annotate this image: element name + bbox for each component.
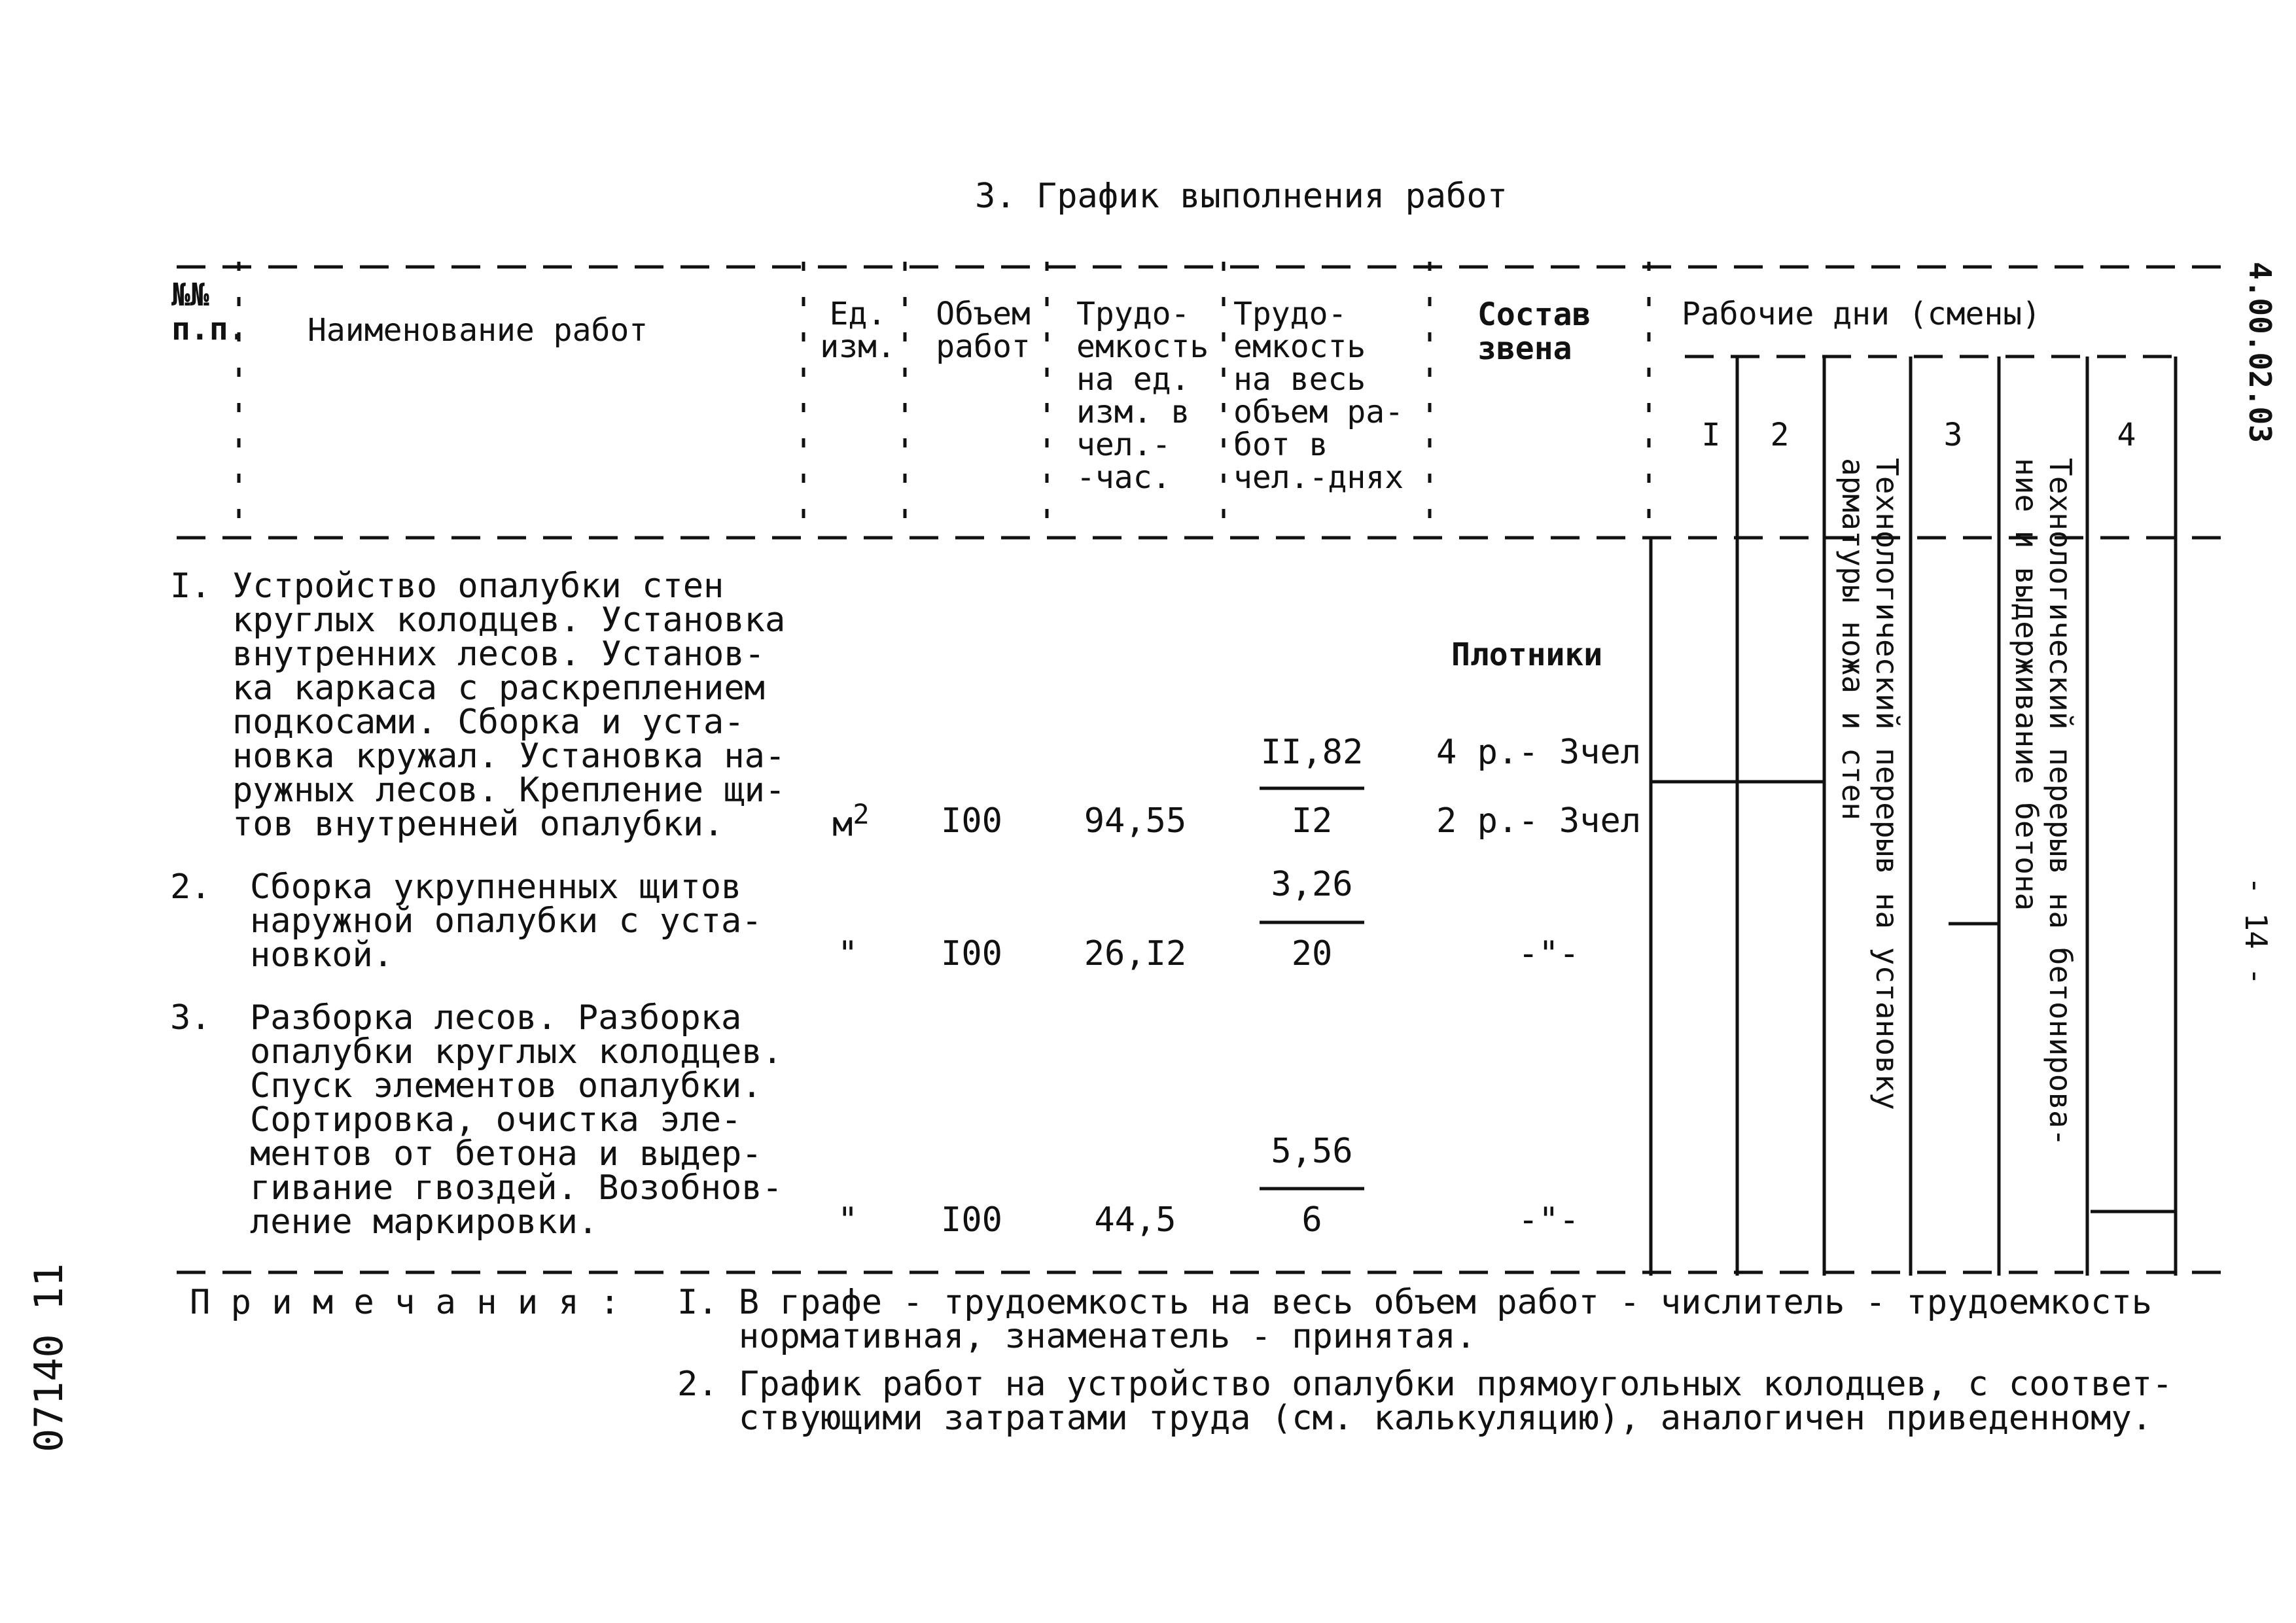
header-day-1: I (1701, 417, 1721, 453)
note-1: I. В графе - трудоемкость на весь объем работ - числитель - трудоемкость нормативная, знаменатель - принятая. (677, 1283, 2153, 1356)
header-num: №№ п.п. (171, 277, 247, 347)
row1-crew-line1: 4 р.- Зчел (1436, 733, 1642, 772)
row2-labor-accepted: 20 (1291, 934, 1333, 973)
row3-labor-norm: 5,56 (1271, 1132, 1353, 1171)
row3-labor-accepted: 6 (1301, 1200, 1322, 1240)
row3-num: 3. (170, 998, 211, 1038)
notes-label: П р и м е ч а н и я : (190, 1283, 620, 1322)
row1-crew-line2: 2 р.- Зчел (1436, 801, 1642, 841)
row3-volume: I00 (941, 1200, 1002, 1240)
header-day-4: 4 (2117, 417, 2136, 453)
row2-crew: -"- (1518, 934, 1580, 973)
row1-labor-accepted: I2 (1291, 801, 1333, 841)
row3-crew: -"- (1518, 1200, 1580, 1240)
row1-crew-title: Плотники (1451, 637, 1603, 673)
page-title: 3. График выполнения работ (975, 177, 1508, 216)
row2-name: Сборка укрупненных щитов наружной опалубки с уста- новкой. (250, 867, 762, 975)
row2-labor-unit: 26,I2 (1084, 934, 1187, 973)
header-days: Рабочие дни (смены) (1682, 296, 2041, 332)
row1-labor-norm: II,82 (1260, 733, 1364, 772)
header-crew: Состав звена (1477, 296, 1591, 367)
row1-num: I. (170, 567, 211, 606)
row3-labor-unit: 44,5 (1094, 1200, 1176, 1240)
break-1-caption: Технологический перерыв на установку арматуры ножа и стен (1835, 458, 1905, 1110)
break-2-caption: Технологический перерыв на бетонирова- ние и выдерживание бетона (2009, 458, 2078, 1147)
row3-unit: " (838, 1200, 858, 1240)
row1-labor-unit: 94,55 (1084, 801, 1187, 841)
header-labor-unit: Трудо- емкость на ед. изм. в чел.- -час. (1076, 296, 1209, 496)
document-code: 4.00.02.03 (2242, 262, 2278, 443)
row1-unit: $м^2$ (832, 798, 870, 845)
header-day-2: 2 (1770, 417, 1790, 453)
header-labor-total: Трудо- емкость на весь объем ра- бот в чел.-днях (1233, 296, 1404, 496)
row2-volume: I00 (941, 934, 1002, 973)
row2-labor-norm: 3,26 (1271, 865, 1353, 904)
row1-name: Устройство опалубки стен круглых колодцев. Установка внутренних лесов. Установ- ка каркаса с раскреплением подкосами. Сборка и уста- новка кружал. Установка на- ружных лесов. Крепление щи- тов внутренней опалубки. (232, 567, 786, 844)
margin-mark: 07140 11 (26, 1263, 72, 1452)
row1-volume: I00 (941, 801, 1002, 841)
header-volume: Объем работ (936, 296, 1031, 365)
header-day-3: 3 (1943, 417, 1963, 453)
row3-name: Разборка лесов. Разборка опалубки круглых колодцев. Спуск элементов опалубки. Сортировка, очистка эле- ментов от бетона и выдер- гивание гвоздей. Возобнов- ление маркировки. (250, 998, 783, 1242)
page-number: - 14 - (2238, 877, 2274, 986)
header-name: Наименование работ (308, 312, 648, 349)
row2-num: 2. (170, 867, 211, 907)
row2-unit: " (838, 934, 858, 973)
note-2: 2. График работ на устройство опалубки прямоугольных колодцев, с соответ- ствующими затратами труда (см. калькуляцию), аналогичен приведенному. (677, 1365, 2173, 1438)
header-unit: Ед. изм. (820, 296, 896, 365)
